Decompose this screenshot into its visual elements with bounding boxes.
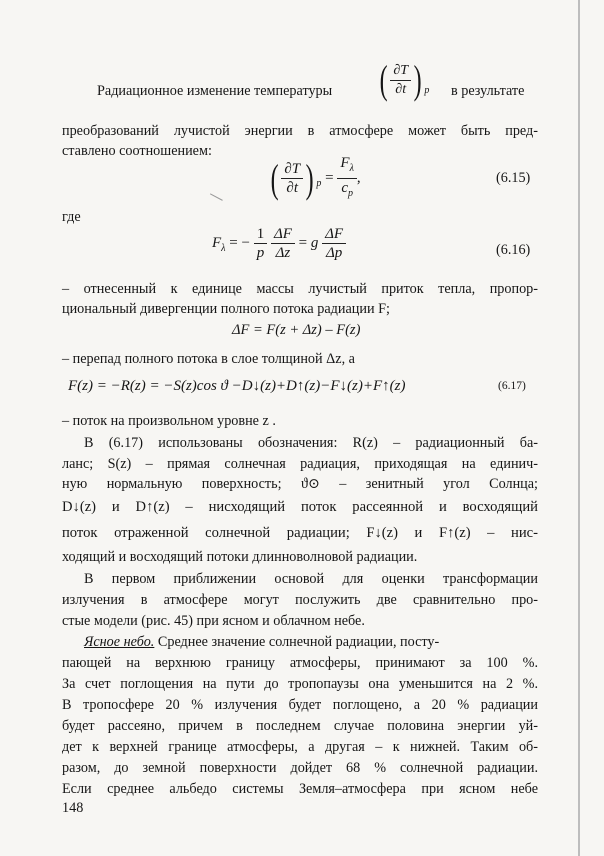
- clear-sky-line-7: разом, до земной поверхности дойдет 68 % солнечной радиации.: [62, 760, 538, 776]
- notation-line-5: поток отраженной солнечной радиации; F↓(z) и F↑(z) – нис-: [62, 525, 538, 541]
- clear-sky-line-2: пающей на верхнюю границу атмосферы, принимают за 100 %.: [62, 655, 538, 671]
- flux-def-line-2: циональный дивергенции полного потока радиации F;: [62, 301, 390, 317]
- equation-delta-f: ΔF = F(z + Δz) – F(z): [232, 322, 361, 338]
- equation-6-15-number: (6.15): [496, 170, 531, 186]
- clear-sky-line-5: будет рассеяно, причем в последнем случае половина энергии уй-: [62, 718, 538, 734]
- flux-level-line: – поток на произвольном уровне z .: [62, 413, 276, 429]
- clear-sky-line-1: [84, 631, 538, 653]
- flux-drop-line: – перепад полного потока в слое толщиной Δz, а: [62, 351, 355, 367]
- equation-6-17-number: (6.17): [498, 380, 526, 392]
- flux-def-line-1: – отнесенный к единице массы лучистый приток тепла, пропор-: [62, 281, 538, 297]
- clear-sky-line-6: дет к верхней границе атмосферы, а другая – к нижней. Таким об-: [62, 739, 538, 755]
- where-label: где: [62, 209, 81, 225]
- intro-line-2: преобразований лучистой энергии в атмосфере может быть пред-: [62, 123, 538, 139]
- notation-line-6: ходящий и восходящий потоки длинноволновой радиации.: [62, 549, 418, 565]
- clear-sky-heading: Ясное небо.: [84, 634, 155, 650]
- notation-line-4: D↓(z) и D↑(z) – нисходящий поток рассеянной и восходящий: [62, 499, 538, 515]
- clear-sky-line-1-rest: Среднее значение солнечной радиации, посту-: [154, 634, 440, 650]
- intro-line-3: ставлено соотношением:: [62, 143, 212, 159]
- intro-text-a: Радиационное изменение температуры: [97, 83, 333, 99]
- inline-derivative: ( $\frac{\partial T}{\partial t}$ ) $_p$: [379, 57, 430, 102]
- clear-sky-line-4: В тропосфере 20 % излучения будет поглощено, а 20 % радиации: [62, 697, 538, 713]
- approx-line-1: В первом приближении основой для оценки трансформации: [84, 571, 538, 587]
- clear-sky-line-3: За счет поглощения на пути до тропопаузы она уменьшится на 2 %.: [62, 676, 538, 692]
- equation-6-17: F(z) = −R(z) = −S(z)cos ϑ −D↓(z)+D↑(z)−F↓(z)+F↑(z): [68, 378, 406, 394]
- intro-line-1: [62, 57, 538, 104]
- notation-line-2: ланс; S(z) – прямая солнечная радиация, приходящая на единич-: [62, 456, 538, 472]
- notation-line-1: В (6.17) использованы обозначения: R(z) – радиационный ба-: [84, 435, 538, 451]
- intro-text-b: в результате: [451, 83, 525, 99]
- scan-edge-line: [578, 0, 580, 856]
- clear-sky-line-8: Если среднее альбедо системы Земля–атмосфера при ясном небе: [62, 781, 538, 797]
- equation-6-16-number: (6.16): [496, 242, 531, 258]
- equation-6-16: $F_\lambda$ = − $\frac{1}{p}$ $\frac{\Delta F}{\Delta z}$ = g $\frac{\Delta F}{\Delta p}$: [212, 225, 346, 262]
- approx-line-3: стые модели (рис. 45) при ясном и облачном небе.: [62, 613, 365, 629]
- approx-line-2: излучения в атмосфере могут послужить две сравнительно про-: [62, 592, 538, 608]
- page-number: 148: [62, 800, 84, 816]
- equation-6-15: ( $\frac{\partial T}{\partial t}$ ) $_p$ = $\frac{F_\lambda}{c_p}$ ,: [270, 155, 361, 201]
- notation-line-3: ную нормальную поверхность; ϑ⊙ – зенитный угол Солнца;: [62, 476, 538, 492]
